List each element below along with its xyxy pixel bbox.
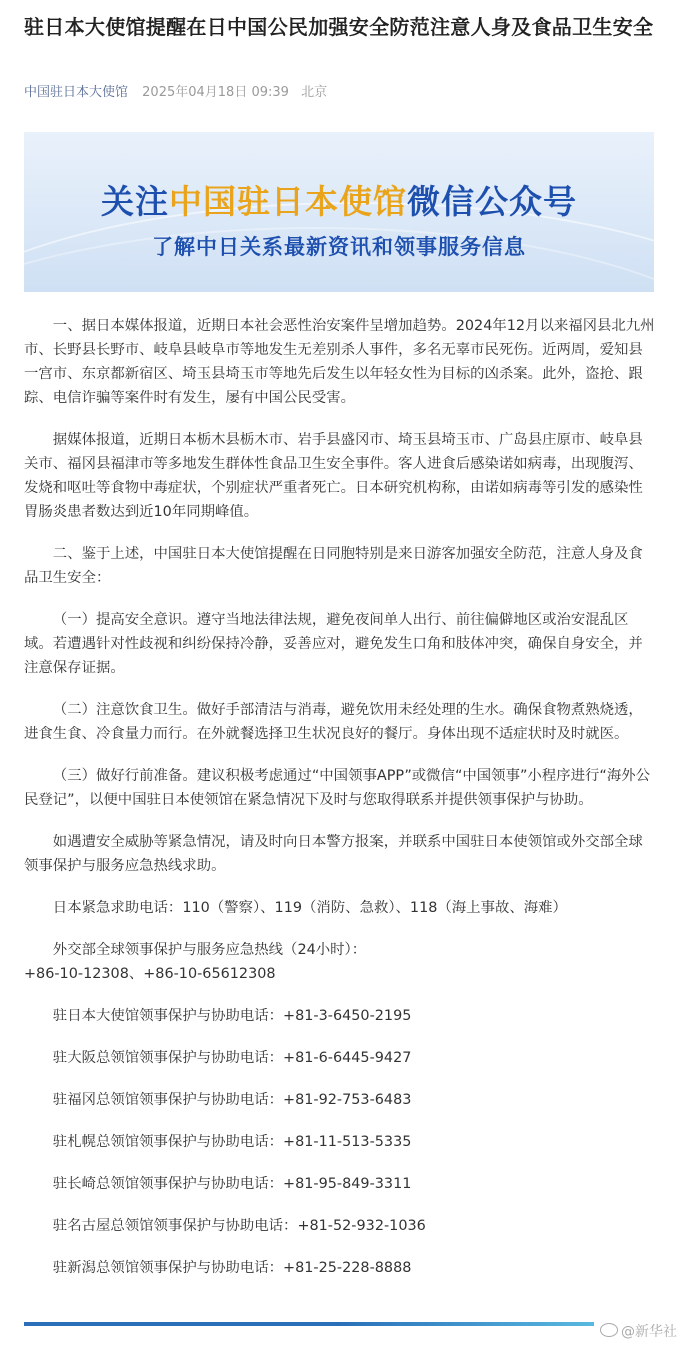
consulate-phone: 驻福冈总领馆领事保护与协助电话：+81-92-753-6483	[52, 1092, 412, 1108]
paragraph: （三）做好行前准备。建议积极考虑通过“中国领事APP”或微信“中国领事”小程序进行“海外公民登记”，以便中国驻日本使领馆在紧急情况下及时与您取得联系并提供领事保护与协助。	[24, 768, 650, 808]
consulate-phone: 驻新潟总领馆领事保护与协助电话：+81-25-228-8888	[52, 1260, 412, 1276]
consulate-phone: 驻大阪总领馆领事保护与协助电话：+81-6-6445-9427	[52, 1050, 412, 1066]
banner-text: 公众号	[475, 182, 577, 221]
hotline-numbers: +86-10-12308、+86-10-65612308	[24, 966, 276, 982]
article-meta	[24, 84, 327, 102]
publish-time: 2025年04月18日 09:39	[142, 85, 289, 100]
hotline-label: 外交部全球领事保护与服务应急热线（24小时）：	[52, 942, 367, 958]
source-link[interactable]: 中国驻日本大使馆	[24, 85, 129, 100]
watermark	[600, 1322, 677, 1342]
wechat-banner	[24, 132, 654, 292]
banner-text: 微信	[407, 182, 475, 221]
watermark-text: @新华社	[621, 1324, 677, 1340]
consulate-phone: 驻长崎总领馆领事保护与协助电话：+81-95-849-3311	[52, 1176, 412, 1192]
paragraph: 日本紧急求助电话：110（警察）、119（消防、急救）、118（海上事故、海难）	[52, 900, 567, 916]
publish-location: 北京	[301, 85, 328, 100]
banner-headline	[24, 182, 654, 222]
bottom-divider	[24, 1322, 594, 1326]
banner-text: 中国驻日本使馆	[169, 182, 407, 221]
banner-text: 关注	[101, 182, 169, 221]
paragraph: 二、鉴于上述，中国驻日本大使馆提醒在日同胞特别是来日游客加强安全防范，注意人身及食品卫生安全：	[24, 546, 643, 586]
hotline-paragraph	[24, 938, 656, 986]
paragraph: 如遇遭安全威胁等紧急情况，请及时向日本警方报案，并联系中国驻日本使领馆或外交部全球领事保护与服务应急热线求助。	[24, 834, 643, 874]
paragraph: 据媒体报道，近期日本栃木县栃木市、岩手县盛冈市、埼玉县埼玉市、广岛县庄原市、岐阜县关市、福冈县福津市等多地发生群体性食品卫生安全事件。客人进食后感染诺如病毒，出现腹泻、发烧和呕吐等食物中毒症状，个别症状严重者死亡。日本研究机构称，由诺如病毒等引发的感染性胃肠炎患者数达到近10年同期峰值。	[24, 432, 643, 520]
consulate-phone: 驻名古屋总领馆领事保护与协助电话：+81-52-932-1036	[52, 1218, 426, 1234]
banner-subheadline: 了解中日关系最新资讯和领事服务信息	[152, 234, 526, 259]
consulate-phone: 驻札幌总领馆领事保护与协助电话：+81-11-513-5335	[52, 1134, 412, 1150]
paragraph: （一）提高安全意识。遵守当地法律法规，避免夜间单人出行、前往偏僻地区或治安混乱区域。若遭遇针对性歧视和纠纷保持冷静，妥善应对，避免发生口角和肢体冲突，确保自身安全，并注意保存证据。	[24, 612, 643, 676]
weibo-icon	[600, 1323, 618, 1337]
consulate-phone: 驻日本大使馆领事保护与协助电话：+81-3-6450-2195	[52, 1008, 412, 1024]
paragraph: 一、据日本媒体报道，近期日本社会恶性治安案件呈增加趋势。2024年12月以来福冈县北九州市、长野县长野市、岐阜县岐阜市等地发生无差别杀人事件，多名无辜市民死伤。近两周，爱知县一宫市、东京都新宿区、埼玉县埼玉市等地先后发生以年轻女性为目标的凶杀案。此外，盗抢、跟踪、电信诈骗等案件时有发生，屡有中国公民受害。	[24, 318, 655, 406]
paragraph: （二）注意饮食卫生。做好手部清洁与消毒，避免饮用未经处理的生水。确保食物煮熟烧透，进食生食、冷食量力而行。在外就餐选择卫生状况良好的餐厅。身体出现不适症状时及时就医。	[24, 702, 643, 742]
article-body	[24, 314, 656, 1298]
article-title: 驻日本大使馆提醒在日中国公民加强安全防范注意人身及食品卫生安全	[24, 15, 654, 39]
